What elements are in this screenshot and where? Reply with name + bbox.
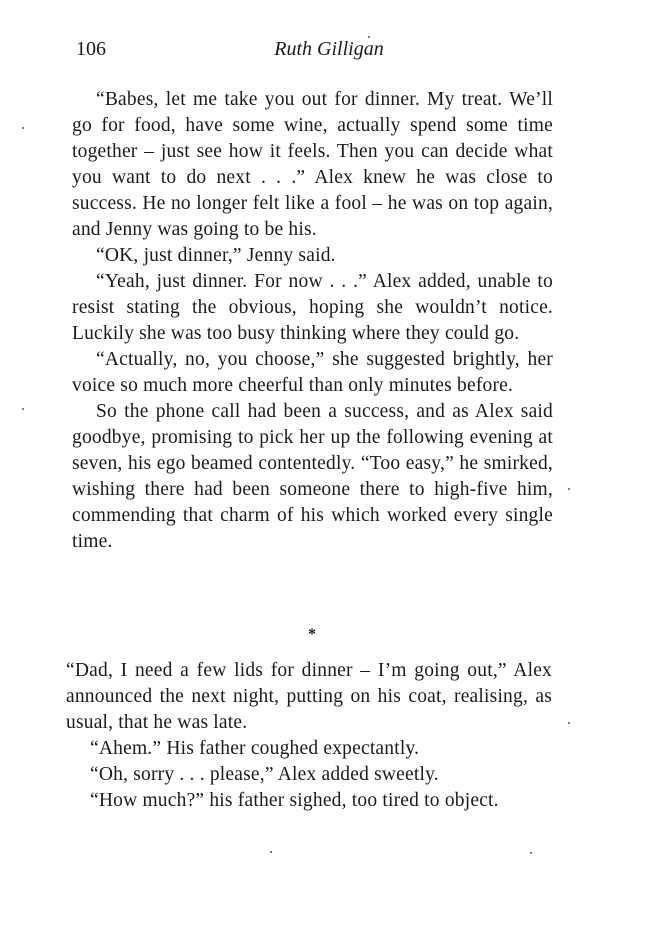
page-number: 106 [76, 38, 106, 60]
scan-speck [568, 722, 570, 724]
page-header [76, 38, 552, 66]
scan-speck [270, 851, 272, 853]
paragraph: So the phone call had been a success, and as Alex said goodbye, promising to pick her up the following evening at seven, his ego beamed contentedly. “Too easy,” he smirked, wishing there had been someone there to high-five him, commending that charm of his which worked every single time. [72, 401, 553, 552]
section-1-text [72, 87, 553, 555]
paragraph: “How much?” his father sighed, too tired to object. [90, 790, 499, 811]
scan-speck [22, 408, 24, 410]
paragraph: “Yeah, just dinner. For now . . .” Alex added, unable to resist stating the obvious, hoping she wouldn’t notice. Luckily she was too busy thinking where they could go. [72, 271, 553, 344]
paragraph: “OK, just dinner,” Jenny said. [96, 245, 336, 266]
running-head-author: Ruth Gilligan [274, 38, 384, 60]
scan-speck [568, 488, 570, 490]
paragraph: “Ahem.” His father coughed expectantly. [90, 738, 420, 759]
paragraph: “Oh, sorry . . . please,” Alex added sweetly. [90, 764, 439, 785]
section-break-asterisk: * [308, 626, 316, 643]
paragraph: “Babes, let me take you out for dinner. My treat. We’ll go for food, have some wine, actually spend some time together – just see how it feels. Then you can decide what you want to do next . . .” Alex knew he was close to success. He no longer felt like a fool – he was on top again, and Jenny was going to be his. [72, 89, 553, 240]
paragraph: “Actually, no, you choose,” she suggested brightly, her voice so much more cheerful than only minutes before. [72, 349, 553, 396]
section-2-text [66, 658, 552, 814]
scan-speck [368, 36, 370, 38]
scan-speck [530, 852, 532, 854]
paragraph: “Dad, I need a few lids for dinner – I’m going out,” Alex announced the next night, putting on his coat, realising, as usual, that he was late. [66, 660, 552, 733]
scan-speck [22, 127, 24, 129]
